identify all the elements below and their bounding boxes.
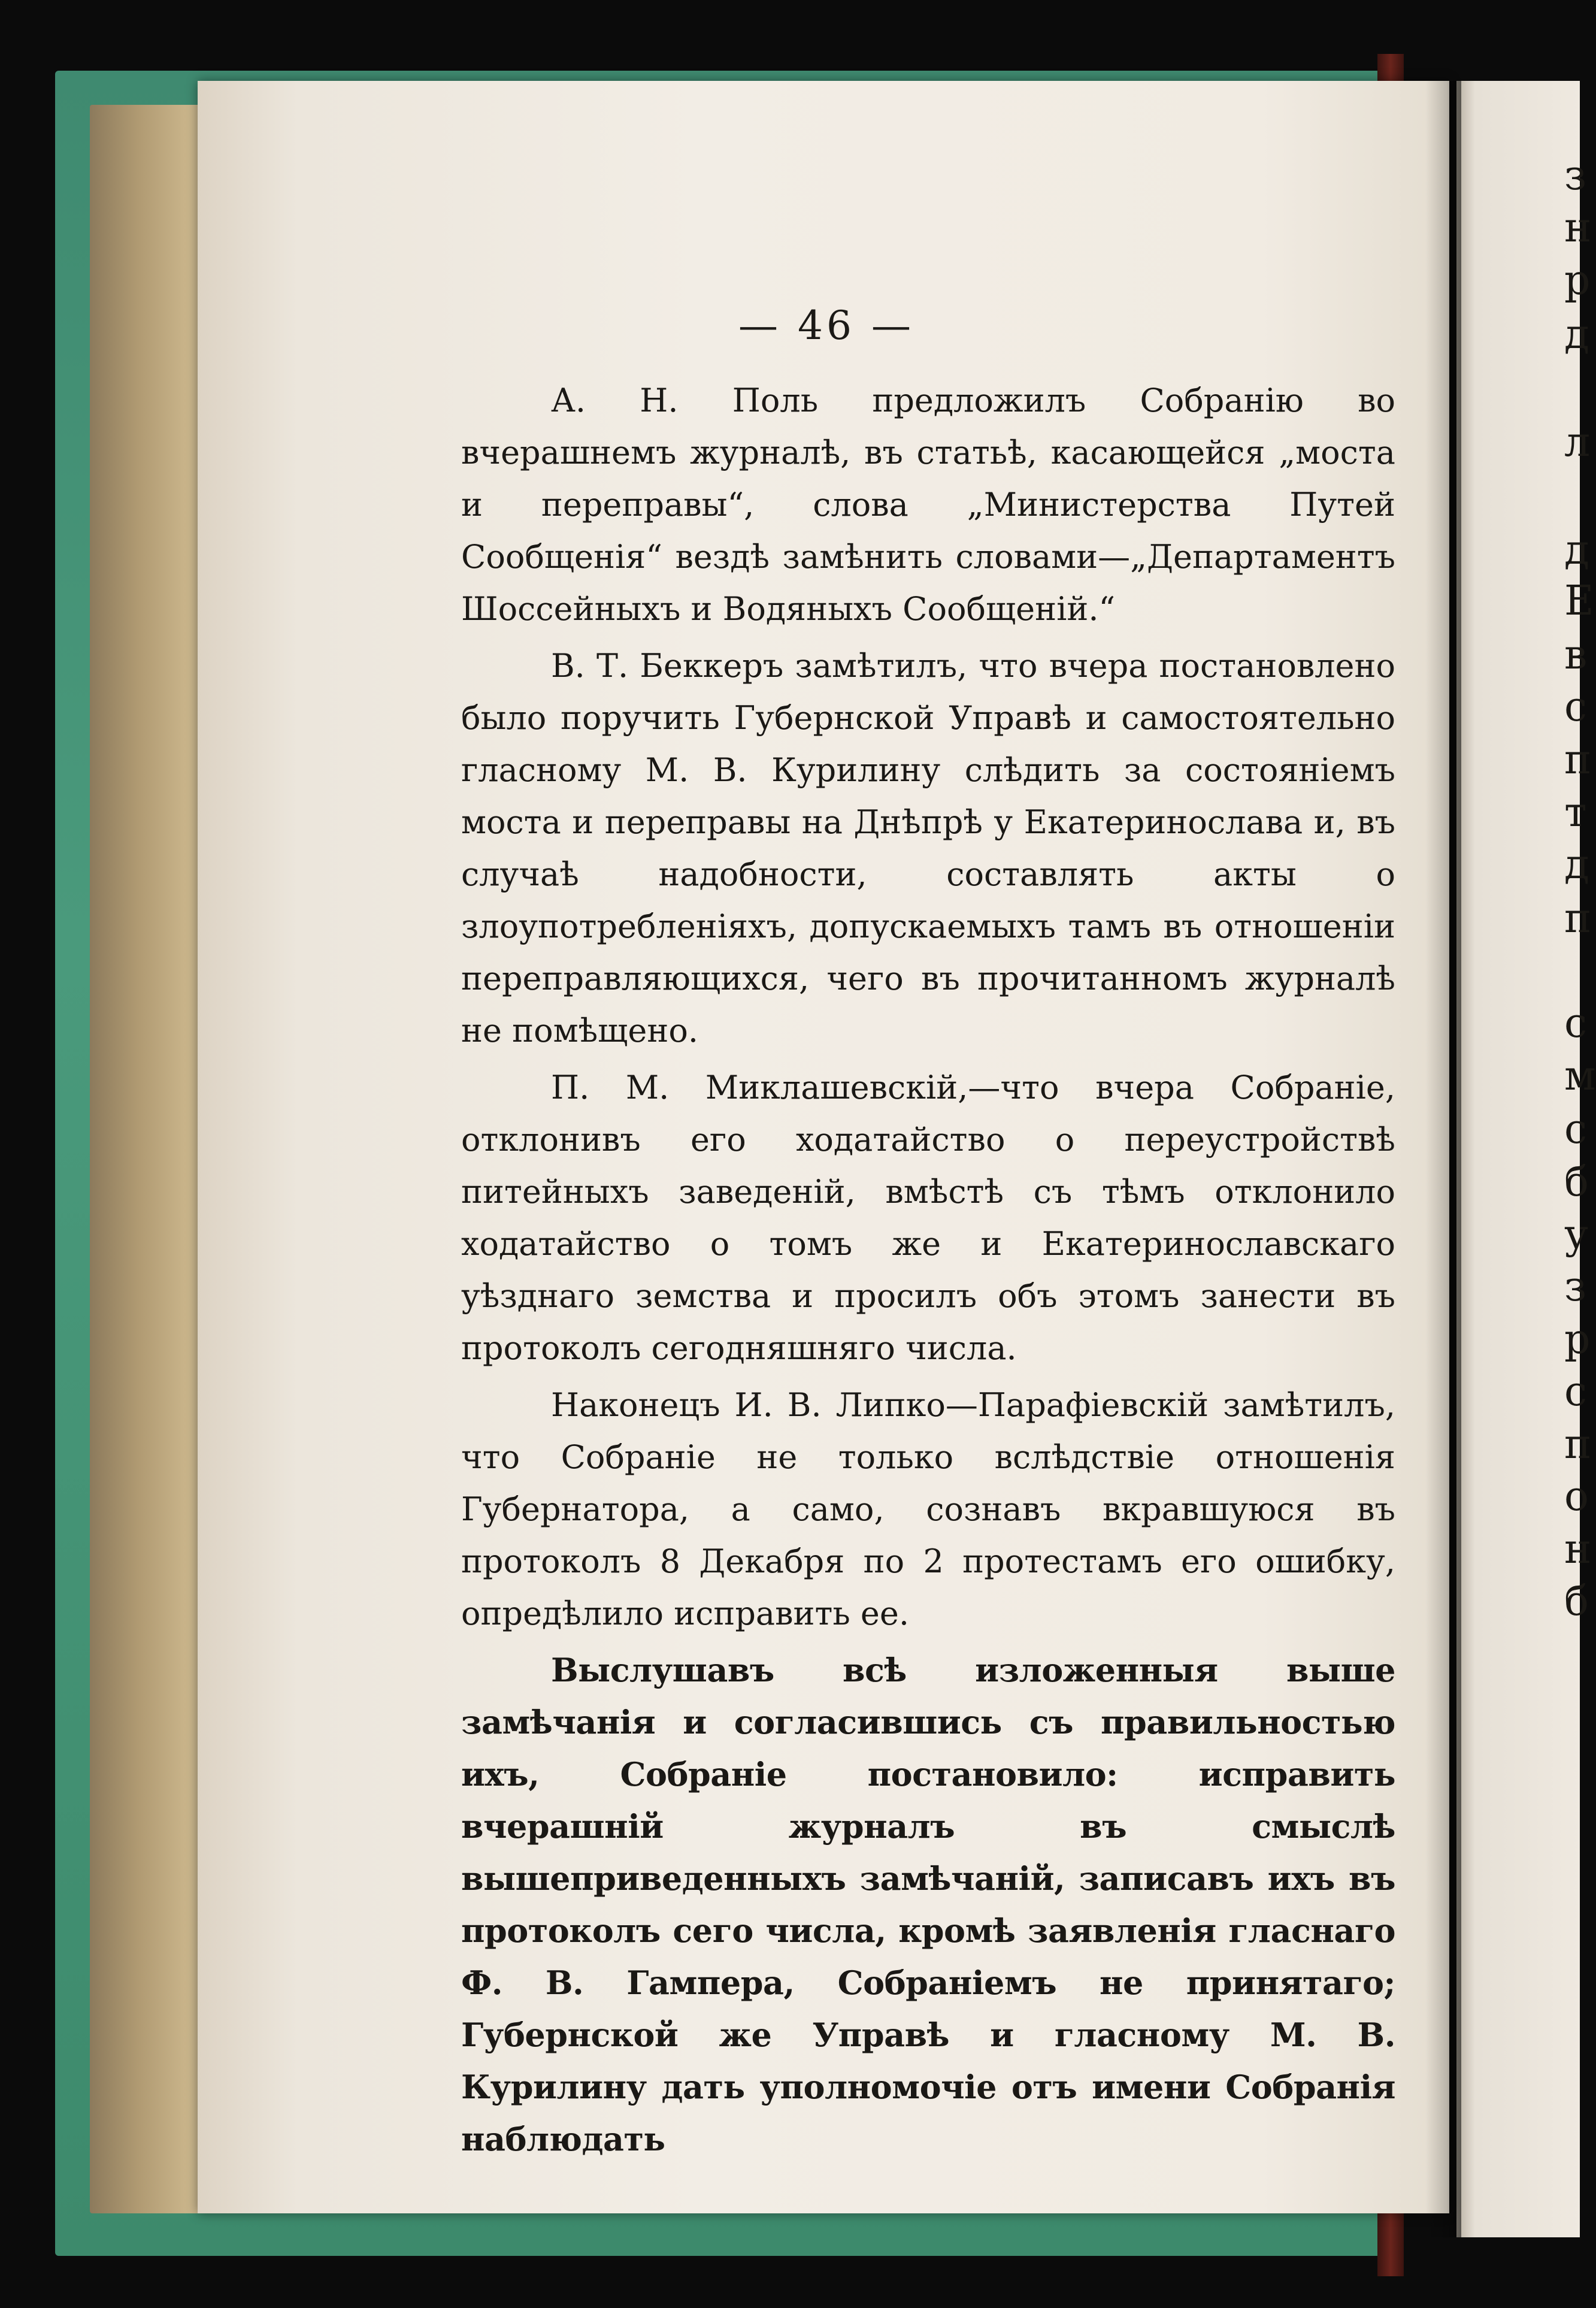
facing-page-fragment: н xyxy=(1564,204,1592,252)
facing-page-fragment: в xyxy=(1564,631,1588,679)
facing-page-fragment: п xyxy=(1564,895,1592,942)
paragraph-4: Наконецъ И. В. Липко—Парафіевскій замѣтилъ, что Собраніе не только вслѣдствіе отношенія Губернатора, а само, сознавъ вкравшуюся въ протоколъ 8 Декабря по 2 протестамъ его ошибку, опредѣлило исправить ее. xyxy=(461,1386,1395,1632)
facing-page-fragment: м xyxy=(1564,1052,1596,1100)
paragraph-3: П. М. Миклашевскій,—что вчера Собраніе, отклонивъ его ходатайство о переустройствѣ питейныхъ заведеній, вмѣстѣ съ тѣмъ отклонило ходатайство о томъ же и Екатеринославскаго уѣзднаго земства и просилъ объ этомъ занести въ протоколъ сегодняшняго числа. xyxy=(461,1069,1395,1367)
facing-page-fragment: п xyxy=(1564,736,1592,784)
paragraph-1: А. Н. Поль предложилъ Собранію во вчерашнемъ журналѣ, въ статьѣ, касающейся „моста и переправы“, слова „Министерства Путей Сообщенія“ вездѣ замѣнить словами—„Департаментъ Шоссейныхъ и Водяныхъ Сообщеній.“ xyxy=(461,382,1395,628)
facing-page-fragment: Е xyxy=(1564,577,1594,625)
facing-page-fragment: с xyxy=(1564,683,1588,731)
facing-page-fragment: о xyxy=(1564,1473,1589,1520)
page-number: — 46 — xyxy=(738,303,914,349)
facing-page-fragment: з xyxy=(1564,152,1587,199)
gutter-shadow xyxy=(1425,81,1461,2237)
facing-page-fragment: р xyxy=(1564,257,1591,304)
paragraph-5-resolution: Выслушавъ всѣ изложенныя выше замѣчанія и согласившись съ правильностью ихъ, Собраніе постановило: исправить вчерашній журналъ въ смыслѣ вышеприведенныхъ замѣчаній, записавъ ихъ въ протоколъ сего числа, кромѣ заявленія гласнаго Ф. В. Гампера, Собраніемъ не принятаго; Губернской же Управѣ и гласному М. В. Курилину дать уполномочіе отъ имени Собранія наблюдать xyxy=(461,1651,1395,2158)
facing-page-fragment: у xyxy=(1564,1211,1589,1259)
facing-page xyxy=(1456,81,1596,2237)
facing-page-fragment: б xyxy=(1564,1578,1589,1625)
page-body-text xyxy=(461,374,1395,2165)
facing-page-fragment: р xyxy=(1564,1316,1591,1363)
paragraph-2: В. Т. Беккеръ замѣтилъ, что вчера постановлено было поручить Губернской Управѣ и самостоятельно гласному М. В. Курилину слѣдить за состояніемъ моста и переправы на Днѣпрѣ у Екатеринослава и, въ случаѣ надобности, составлять акты о злоупотребленіяхъ, допускаемыхъ тамъ въ отношеніи переправляющихся, чего въ прочитанномъ журналѣ не помѣщено. xyxy=(461,647,1395,1049)
facing-page-fragment: с xyxy=(1564,1000,1588,1047)
facing-page-fragment: с xyxy=(1564,1368,1588,1415)
facing-page-fragment: т xyxy=(1564,789,1587,836)
facing-page-fragment: д xyxy=(1564,311,1589,358)
facing-page-fragment: н xyxy=(1564,1526,1592,1573)
facing-page-fragment: п xyxy=(1564,1421,1592,1468)
facing-page-fragment: д xyxy=(1564,841,1589,888)
facing-page-fragment: л xyxy=(1564,419,1591,466)
facing-page-fragment: д xyxy=(1564,527,1589,574)
facing-page-fragment: б xyxy=(1564,1158,1589,1206)
facing-page-fragment: с xyxy=(1564,1106,1588,1153)
facing-page-fragment: з xyxy=(1564,1263,1587,1311)
